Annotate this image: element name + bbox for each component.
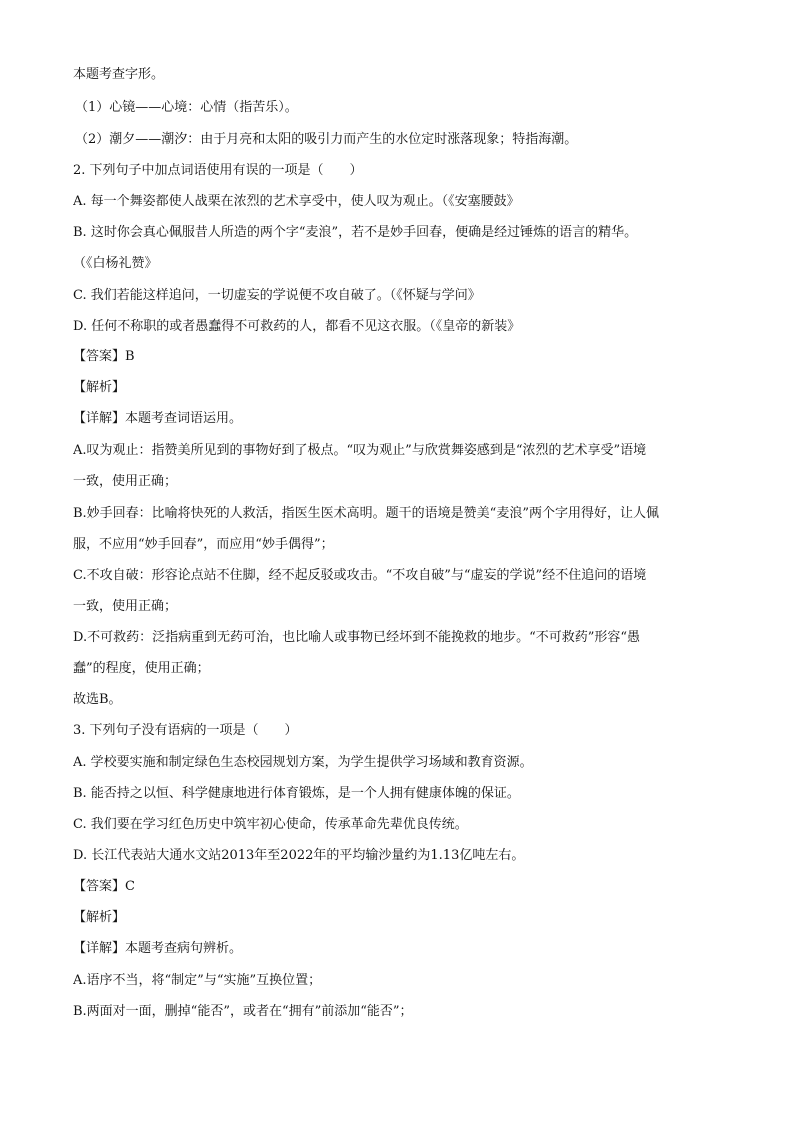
q3-option-d: D. 长江代表站大通水文站2013年至2022年的平均输沙量约为1.13亿吨左右。 <box>73 848 525 863</box>
q3-stem: 3. 下列句子没有语病的一项是（ ） <box>73 723 298 738</box>
word-note-2: （2）潮夕——潮汐：由于月亮和太阳的吸引力而产生的水位定时涨落现象；特指海潮。 <box>75 132 578 147</box>
q3-explanation-b: B.两面对一面，删掉“能否”，或者在“拥有”前添加“能否”； <box>73 1004 413 1019</box>
q3-explanation-a: A.语序不当，将“制定”与“实施”互换位置； <box>73 973 322 988</box>
q2-option-a: A. 每一个舞姿都使人战栗在浓烈的艺术享受中，使人叹为观止。（《安塞腰鼓》 <box>73 194 520 209</box>
q2-stem: 2. 下列句子中加点词语使用有误的一项是（ ） <box>73 163 363 178</box>
q2-option-b: B. 这时你会真心佩服昔人所造的两个字“麦浪”，若不是妙手回春，便确是经过锤炼的语言的精华。 <box>73 225 638 240</box>
q2-explanation-d-cont: 蠢”的程度，使用正确； <box>73 661 210 676</box>
q2-detail: 【详解】本题考查词语运用。 <box>73 411 243 426</box>
q2-explanation-a-cont: 一致，使用正确； <box>73 474 178 489</box>
q3-detail: 【详解】本题考查病句辨析。 <box>73 941 243 956</box>
q2-option-b-source: （《白杨礼赞》 <box>73 256 158 271</box>
q3-option-c: C. 我们要在学习红色历史中筑牢初心使命，传承革命先辈优良传统。 <box>73 817 468 832</box>
q2-option-c: C. 我们若能这样追问，一切虚妄的学说便不攻自破了。（《怀疑与学问》 <box>73 288 481 303</box>
q2-explanation-d: D.不可救药：泛指病重到无药可治，也比喻人或事物已经坏到不能挽救的地步。“不可救药”形容“愚 <box>73 630 641 645</box>
q2-answer: 【答案】B <box>73 349 135 364</box>
q2-analysis-label: 【解析】 <box>73 380 126 395</box>
q2-explanation-c-cont: 一致，使用正确； <box>73 599 178 614</box>
q2-explanation-b-cont: 服，不应用“妙手回春”，而应用“妙手偶得”； <box>73 537 334 552</box>
q3-analysis-label: 【解析】 <box>73 910 126 925</box>
q2-explanation-c: C.不攻自破：形容论点站不住脚，经不起反驳或攻击。“不攻自破”与“虚妄的学说”经不住追问的语境 <box>73 568 647 583</box>
intro-text: 本题考查字形。 <box>73 67 165 82</box>
q3-answer: 【答案】C <box>73 879 135 894</box>
q2-option-d: D. 任何不称职的或者愚蠢得不可救药的人，都看不见这衣服。（《皇帝的新装》 <box>73 319 521 334</box>
q2-explanation-a: A.叹为观止：指赞美所见到的事物好到了极点。“叹为观止”与欣赏舞姿感到是“浓烈的艺术享受”语境 <box>73 443 647 458</box>
q2-explanation-b: B.妙手回春：比喻将快死的人救活，指医生医术高明。题干的语境是赞美“麦浪”两个字用得好，让人佩 <box>73 506 659 521</box>
q2-conclusion: 故选B。 <box>73 692 122 707</box>
q3-option-b: B. 能否持之以恒、科学健康地进行体育锻炼，是一个人拥有健康体魄的保证。 <box>73 786 520 801</box>
word-note-1: （1）心镜——心境：心情（指苦乐）。 <box>75 100 298 115</box>
q3-option-a: A. 学校要实施和制定绿色生态校园规划方案，为学生提供学习场域和教育资源。 <box>73 755 533 770</box>
